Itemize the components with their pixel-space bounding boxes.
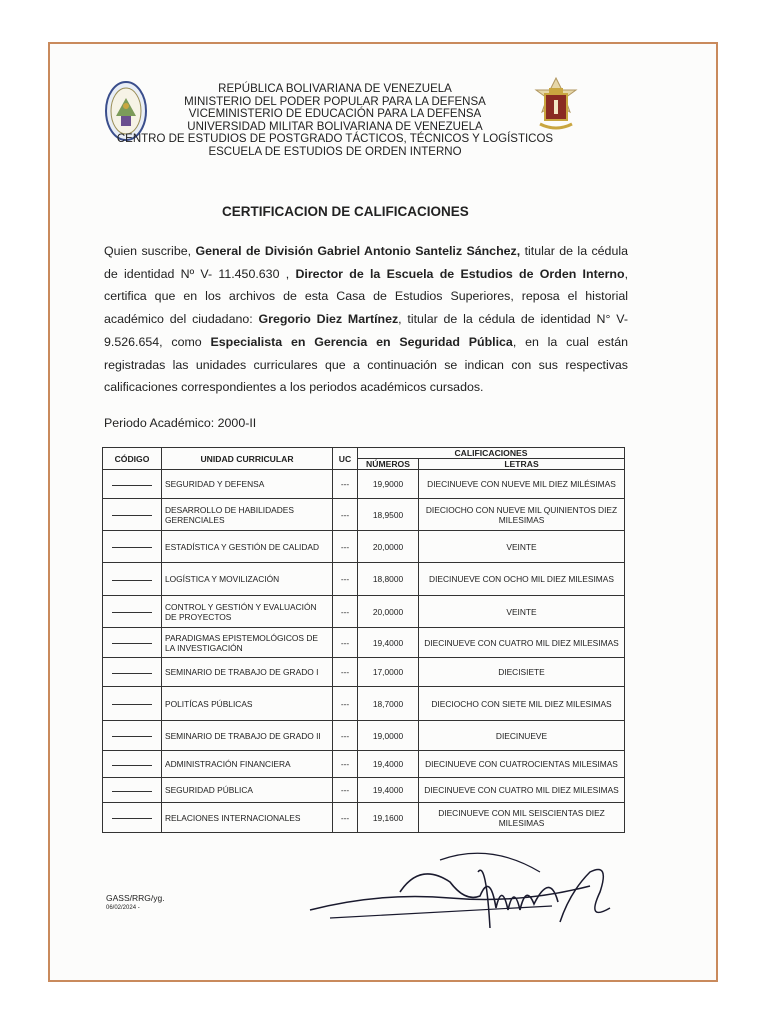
- code-blank-line: [112, 764, 152, 766]
- grade-number: 17,0000: [358, 658, 419, 687]
- grade-letters: DIECINUEVE CON CUATROCIENTAS MILESIMAS: [419, 751, 625, 778]
- grade-letters: VEINTE: [419, 596, 625, 628]
- code-blank-line: [112, 579, 152, 581]
- course-name: POLITÍCAS PÚBLICAS: [162, 687, 333, 721]
- code-blank-line: [112, 611, 152, 613]
- director-name: General de División Gabriel Antonio Santeliz Sánchez,: [195, 244, 521, 258]
- table-row: [103, 658, 625, 687]
- course-uc: ---: [333, 596, 358, 628]
- header-code: CÓDIGO: [103, 448, 162, 470]
- course-code: [103, 721, 162, 751]
- grade-letters: DIECINUEVE CON OCHO MIL DIEZ MILESIMAS: [419, 563, 625, 596]
- footer-date: 06/02/2024 -: [106, 905, 140, 911]
- table-row: [103, 470, 625, 499]
- header-line: VICEMINISTERIO DE EDUCACIÓN PARA LA DEFENSA: [188, 108, 482, 121]
- code-blank-line: [112, 735, 152, 737]
- course-code: [103, 803, 162, 833]
- header-line: MINISTERIO DEL PODER POPULAR PARA LA DEFENSA: [184, 95, 486, 108]
- course-name: LOGÍSTICA Y MOVILIZACIÓN: [162, 563, 333, 596]
- course-code: [103, 470, 162, 499]
- course-name: SEGURIDAD PÚBLICA: [162, 778, 333, 803]
- code-blank-line: [112, 817, 152, 819]
- header-uc: UC: [333, 448, 358, 470]
- header-line: CENTRO DE ESTUDIOS DE POSTGRADO TÁCTICOS, TÉCNICOS Y LOGÍSTICOS: [116, 133, 554, 146]
- course-uc: ---: [333, 803, 358, 833]
- grade-letters: VEINTE: [419, 531, 625, 563]
- grade-letters: DIECINUEVE CON CUATRO MIL DIEZ MILESIMAS: [419, 778, 625, 803]
- course-name: ADMINISTRACIÓN FINANCIERA: [162, 751, 333, 778]
- code-blank-line: [112, 790, 152, 792]
- grade-letters: DIECINUEVE CON CUATRO MIL DIEZ MILESIMAS: [419, 628, 625, 658]
- course-uc: ---: [333, 687, 358, 721]
- grade-letters: DIECINUEVE CON MIL SEISCIENTAS DIEZ MILESIMAS: [419, 803, 625, 833]
- course-code: [103, 628, 162, 658]
- course-name: CONTROL Y GESTIÓN Y EVALUACIÓN DE PROYECTOS: [162, 596, 333, 628]
- course-name: SEMINARIO DE TRABAJO DE GRADO I: [162, 658, 333, 687]
- course-name: RELACIONES INTERNACIONALES: [162, 803, 333, 833]
- table-row: [103, 563, 625, 596]
- grade-letters: DIECIOCHO CON SIETE MIL DIEZ MILESIMAS: [419, 687, 625, 721]
- table-row: [103, 628, 625, 658]
- header-unit: UNIDAD CURRICULAR: [162, 448, 333, 470]
- course-name: DESARROLLO DE HABILIDADES GERENCIALES: [162, 499, 333, 531]
- course-name: PARADIGMAS EPISTEMOLÓGICOS DE LA INVESTIGACIÓN: [162, 628, 333, 658]
- grade-number: 19,4000: [358, 778, 419, 803]
- code-blank-line: [112, 546, 152, 548]
- header-numbers: NÚMEROS: [358, 459, 419, 470]
- header-line: ESCUELA DE ESTUDIOS DE ORDEN INTERNO: [208, 145, 462, 158]
- course-name: SEGURIDAD Y DEFENSA: [162, 470, 333, 499]
- document-footer: [106, 893, 165, 913]
- code-blank-line: [112, 514, 152, 516]
- table-row: [103, 721, 625, 751]
- course-uc: ---: [333, 778, 358, 803]
- course-uc: ---: [333, 721, 358, 751]
- code-blank-line: [112, 672, 152, 674]
- grade-number: 18,9500: [358, 499, 419, 531]
- course-uc: ---: [333, 751, 358, 778]
- course-uc: ---: [333, 563, 358, 596]
- course-code: [103, 531, 162, 563]
- table-row: [103, 596, 625, 628]
- academic-period: Periodo Académico: 2000-II: [104, 416, 257, 430]
- course-uc: ---: [333, 470, 358, 499]
- grade-letters: DIECISIETE: [419, 658, 625, 687]
- header-grades: CALIFICACIONES: [358, 448, 625, 459]
- grade-number: 20,0000: [358, 596, 419, 628]
- grade-number: 19,0000: [358, 721, 419, 751]
- degree-name: Especialista en Gerencia en Seguridad Pública: [210, 334, 513, 349]
- course-code: [103, 778, 162, 803]
- code-blank-line: [112, 703, 152, 705]
- course-uc: ---: [333, 628, 358, 658]
- grade-number: 19,1600: [358, 803, 419, 833]
- grade-number: 19,4000: [358, 628, 419, 658]
- table-row: [103, 751, 625, 778]
- grades-table: [102, 447, 625, 833]
- code-blank-line: [112, 642, 152, 644]
- paragraph-text: titular de la cédula de identidad Nº V- 11.450.630 ,: [104, 244, 628, 281]
- student-name: Gregorio Diez Martínez: [258, 312, 399, 327]
- grade-number: 18,8000: [358, 563, 419, 596]
- course-code: [103, 687, 162, 721]
- course-name: ESTADÍSTICA Y GESTIÓN DE CALIDAD: [162, 531, 333, 563]
- paragraph-text: , en la cual están registradas las unidades curriculares que a continuación se indican con sus respectivas calificaciones correspondientes a los periodos académicos cursados.: [104, 334, 628, 395]
- course-code: [103, 596, 162, 628]
- grade-letters: DIECIOCHO CON NUEVE MIL QUINIENTOS DIEZ MILESIMAS: [419, 499, 625, 531]
- paragraph-text: , titular de la cédula de identidad N° V-9.526.654, como: [104, 312, 628, 349]
- grade-number: 19,9000: [358, 470, 419, 499]
- footer-initials: GASS/RRG/yg.: [106, 893, 165, 903]
- director-title: Director de la Escuela de Estudios de Orden Interno: [295, 266, 625, 281]
- header-line: UNIVERSIDAD MILITAR BOLIVARIANA DE VENEZUELA: [187, 120, 483, 133]
- table-row: [103, 778, 625, 803]
- course-code: [103, 658, 162, 687]
- header-line: REPÚBLICA BOLIVARIANA DE VENEZUELA: [218, 83, 452, 95]
- paragraph-text: Quien suscribe,: [104, 244, 196, 258]
- table-row: [103, 531, 625, 563]
- code-blank-line: [112, 484, 152, 486]
- grade-letters: DIECINUEVE CON NUEVE MIL DIEZ MILÉSIMAS: [419, 470, 625, 499]
- grade-number: 20,0000: [358, 531, 419, 563]
- paragraph-text: , certifica que en los archivos de esta Casa de Estudios Superiores, reposa el historial académico del ciudadano:: [104, 266, 629, 327]
- course-code: [103, 499, 162, 531]
- course-uc: ---: [333, 658, 358, 687]
- grades-table-body: [103, 470, 625, 833]
- document-title: CERTIFICACION DE CALIFICACIONES: [222, 204, 469, 219]
- grade-number: 19,4000: [358, 751, 419, 778]
- grade-number: 18,7000: [358, 687, 419, 721]
- course-code: [103, 563, 162, 596]
- table-row: [103, 687, 625, 721]
- table-row: [103, 499, 625, 531]
- grade-letters: DIECINUEVE: [419, 721, 625, 751]
- course-uc: ---: [333, 531, 358, 563]
- course-uc: ---: [333, 499, 358, 531]
- header-letters: LETRAS: [419, 459, 625, 470]
- table-row: [103, 803, 625, 833]
- course-code: [103, 751, 162, 778]
- certification-paragraph: [104, 240, 628, 399]
- course-name: SEMINARIO DE TRABAJO DE GRADO II: [162, 721, 333, 751]
- director-signature: [290, 832, 630, 952]
- institution-header: [100, 83, 570, 159]
